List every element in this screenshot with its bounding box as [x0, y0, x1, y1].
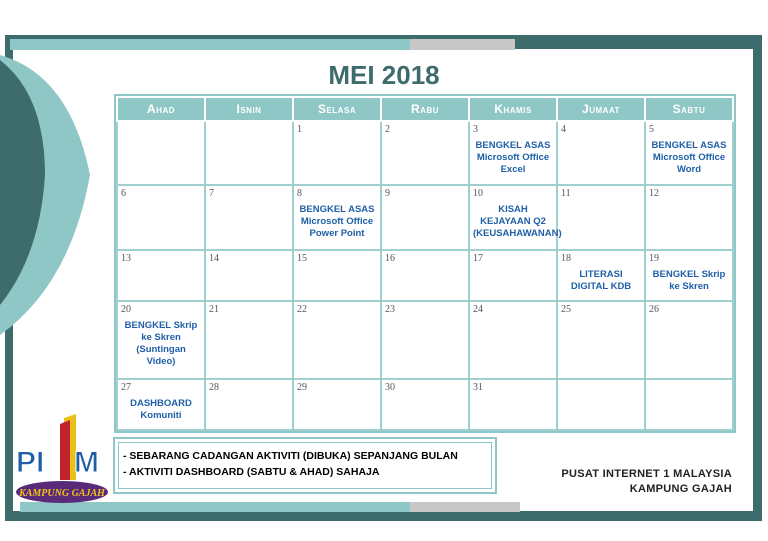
- day-cell: [557, 185, 645, 249]
- day-cell: [645, 121, 733, 185]
- day-number: 26: [649, 304, 659, 316]
- day-number: 4: [561, 124, 566, 135]
- event-label: BENGKEL ASAS Microsoft Office Word: [651, 140, 727, 175]
- day-number: 28: [209, 381, 219, 393]
- day-cell: [381, 185, 469, 249]
- day-number: 1: [297, 124, 302, 135]
- day-header: Isnin: [205, 97, 293, 121]
- day-number: 17: [473, 252, 483, 264]
- day-cell: [205, 379, 293, 430]
- day-header: Selasa: [293, 97, 381, 121]
- day-cell: [557, 301, 645, 379]
- day-header: Sabtu: [645, 97, 733, 121]
- day-cell: [205, 121, 293, 185]
- event-label: BENGKEL Skrip ke Skren: [652, 268, 726, 292]
- day-cell: [293, 185, 381, 249]
- day-cell: [293, 301, 381, 379]
- event-label: LITERASI DIGITAL KDB: [570, 268, 632, 292]
- day-number: 15: [297, 252, 307, 264]
- day-number: 23: [385, 304, 395, 316]
- day-cell: [381, 121, 469, 185]
- day-cell: [381, 250, 469, 301]
- event-label: BENGKEL Skrip ke Skren (Suntingan Video): [124, 320, 198, 368]
- svg-text:KAMPUNG GAJAH: KAMPUNG GAJAH: [19, 488, 105, 499]
- week-row: [117, 379, 733, 430]
- day-cell: [469, 301, 557, 379]
- center-name-line1: PUSAT INTERNET 1 MALAYSIA: [561, 468, 732, 480]
- pi1m-logo-icon: [14, 410, 110, 510]
- day-cell: [557, 250, 645, 301]
- day-cell: [645, 379, 733, 430]
- notes-box: [113, 437, 497, 494]
- day-cell: [293, 121, 381, 185]
- center-name: [561, 467, 732, 497]
- day-cell: [117, 301, 205, 379]
- day-number: 24: [473, 304, 483, 316]
- day-number: 7: [209, 188, 214, 200]
- day-number: 10: [473, 188, 483, 200]
- day-header: Ahad: [117, 97, 205, 121]
- day-number: 3: [473, 124, 478, 135]
- week-row: [117, 301, 733, 379]
- day-cell: [645, 185, 733, 249]
- day-number: 13: [121, 252, 131, 264]
- calendar-grid: [114, 94, 736, 433]
- day-cell: [205, 185, 293, 249]
- event-label: BENGKEL ASAS Microsoft Office Power Point: [299, 204, 375, 240]
- day-number: 22: [297, 304, 307, 316]
- top-grey-bar: [410, 39, 515, 50]
- day-number: 8: [297, 188, 302, 200]
- day-cell: [117, 250, 205, 301]
- day-cell: [381, 301, 469, 379]
- day-number: 27: [121, 381, 131, 393]
- day-cell: [117, 379, 205, 430]
- day-cell: [557, 121, 645, 185]
- day-cell: [117, 185, 205, 249]
- day-cell: [205, 301, 293, 379]
- day-cell: [557, 379, 645, 430]
- day-header: Rabu: [381, 97, 469, 121]
- day-number: 20: [121, 304, 131, 316]
- day-number: 31: [473, 381, 483, 393]
- day-number: 9: [385, 188, 390, 200]
- day-cell: [117, 121, 205, 185]
- day-number: 5: [649, 124, 654, 135]
- note-line: - AKTIVITI DASHBOARD (SABTU & AHAD) SAHAJA: [123, 466, 380, 478]
- note-line: - SEBARANG CADANGAN AKTIVITI (DIBUKA) SEPANJANG BULAN: [123, 450, 458, 462]
- day-number: 16: [385, 252, 395, 264]
- event-label: KISAH KEJAYAAN Q2 (KEUSAHAWANAN): [473, 204, 562, 240]
- day-number: 30: [385, 381, 395, 393]
- calendar-title: MEI 2018: [328, 60, 440, 90]
- bottom-grey-bar: [410, 502, 520, 512]
- day-cell: [293, 250, 381, 301]
- day-cell: [469, 121, 557, 185]
- day-number: 12: [649, 188, 659, 200]
- day-cell: [205, 250, 293, 301]
- svg-text:PI: PI: [16, 446, 45, 479]
- day-cell: [293, 379, 381, 430]
- day-number: 14: [209, 252, 219, 264]
- week-row: [117, 250, 733, 301]
- day-number: 25: [561, 304, 571, 316]
- day-cell: [469, 185, 562, 249]
- notes-inner: [118, 442, 492, 489]
- day-number: 2: [385, 124, 390, 135]
- week-row: [117, 121, 733, 185]
- day-cell: [645, 301, 733, 379]
- day-header: Jumaat: [557, 97, 645, 121]
- center-name-line2: KAMPUNG GAJAH: [629, 483, 732, 495]
- weekday-header-row: [117, 97, 733, 121]
- day-cell: [469, 379, 557, 430]
- day-number: 11: [561, 188, 571, 200]
- day-number: 6: [121, 188, 126, 200]
- day-number: 21: [209, 304, 219, 316]
- event-label: BENGKEL ASAS Microsoft Office Excel: [475, 140, 551, 175]
- day-number: 19: [649, 252, 659, 264]
- day-number: 29: [297, 381, 307, 393]
- day-number: 18: [561, 252, 571, 264]
- week-row: [117, 185, 733, 249]
- event-label: DASHBOARD Komuniti: [130, 397, 192, 421]
- day-cell: [645, 250, 733, 301]
- day-cell: [381, 379, 469, 430]
- day-header: Khamis: [469, 97, 557, 121]
- svg-text:M: M: [74, 446, 99, 479]
- day-cell: [469, 250, 557, 301]
